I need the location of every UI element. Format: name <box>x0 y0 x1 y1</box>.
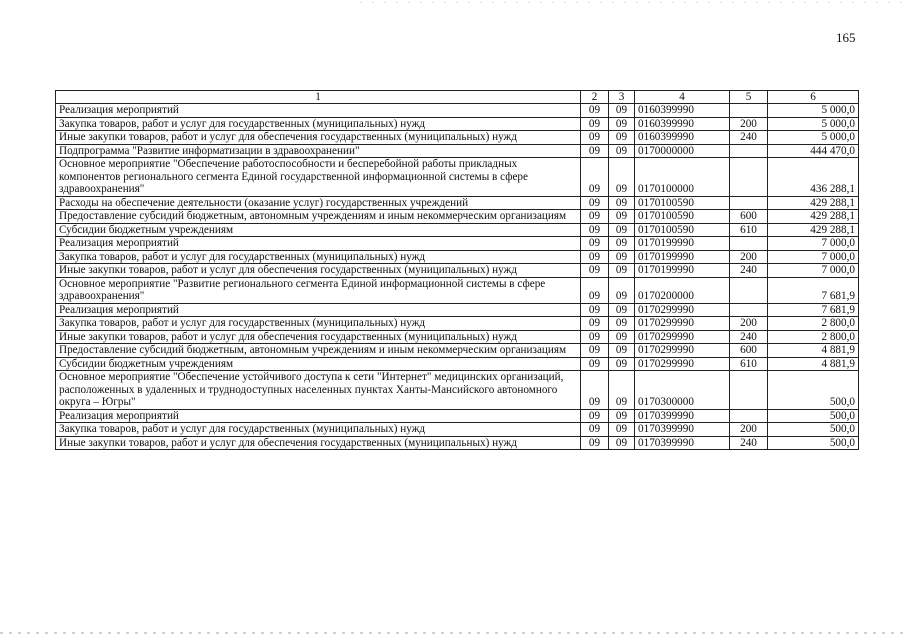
row-subsection-code: 09 <box>609 303 635 317</box>
row-subsection-code: 09 <box>609 250 635 264</box>
row-expense-type <box>730 277 768 303</box>
row-name: Иные закупки товаров, работ и услуг для обеспечения государственных (муниципальных) нужд <box>56 330 581 344</box>
row-expense-type <box>730 158 768 197</box>
row-target-article: 0160399990 <box>635 131 730 145</box>
row-subsection-code: 09 <box>609 277 635 303</box>
row-subsection-code: 09 <box>609 210 635 224</box>
row-name: Закупка товаров, работ и услуг для государственных (муниципальных) нужд <box>56 117 581 131</box>
table-row <box>56 371 859 410</box>
row-amount: 4 881,9 <box>768 357 859 371</box>
row-section-code: 09 <box>581 330 609 344</box>
row-expense-type <box>730 237 768 251</box>
table-row <box>56 277 859 303</box>
row-subsection-code: 09 <box>609 330 635 344</box>
row-section-code: 09 <box>581 409 609 423</box>
row-name: Реализация мероприятий <box>56 303 581 317</box>
row-amount: 7 000,0 <box>768 250 859 264</box>
header-col-6: 6 <box>768 91 859 104</box>
row-target-article: 0170300000 <box>635 371 730 410</box>
row-target-article: 0170299990 <box>635 303 730 317</box>
row-expense-type <box>730 196 768 210</box>
table-row <box>56 210 859 224</box>
row-expense-type: 600 <box>730 344 768 358</box>
table-row <box>56 196 859 210</box>
row-target-article: 0170199990 <box>635 250 730 264</box>
header-col-4: 4 <box>635 91 730 104</box>
row-amount: 444 470,0 <box>768 144 859 158</box>
budget-table <box>55 90 859 450</box>
row-subsection-code: 09 <box>609 117 635 131</box>
row-expense-type: 240 <box>730 131 768 145</box>
row-name: Реализация мероприятий <box>56 104 581 118</box>
row-section-code: 09 <box>581 371 609 410</box>
row-target-article: 0170299990 <box>635 317 730 331</box>
row-target-article: 0170200000 <box>635 277 730 303</box>
row-name: Основное мероприятие "Обеспечение устойчивого доступа к сети "Интернет" медицинских организаций, расположенных в удаленных и труднодоступных населенных пунктах Ханты-Мансийского автономного округа – Югры" <box>56 371 581 410</box>
row-expense-type: 200 <box>730 117 768 131</box>
row-section-code: 09 <box>581 131 609 145</box>
table-row <box>56 131 859 145</box>
row-name: Предоставление субсидий бюджетным, автономным учреждениям и иным некоммерческим организациям <box>56 210 581 224</box>
row-expense-type: 240 <box>730 264 768 278</box>
row-amount: 500,0 <box>768 423 859 437</box>
row-expense-type: 200 <box>730 423 768 437</box>
table-header-row <box>56 91 859 104</box>
row-expense-type <box>730 303 768 317</box>
header-col-1: 1 <box>56 91 581 104</box>
row-subsection-code: 09 <box>609 237 635 251</box>
row-target-article: 0170100000 <box>635 158 730 197</box>
header-col-5: 5 <box>730 91 768 104</box>
row-section-code: 09 <box>581 117 609 131</box>
row-amount: 5 000,0 <box>768 104 859 118</box>
row-amount: 5 000,0 <box>768 131 859 145</box>
table-row <box>56 409 859 423</box>
row-name: Предоставление субсидий бюджетным, автономным учреждениям и иным некоммерческим организациям <box>56 344 581 358</box>
table-row <box>56 158 859 197</box>
row-name: Закупка товаров, работ и услуг для государственных (муниципальных) нужд <box>56 317 581 331</box>
row-section-code: 09 <box>581 250 609 264</box>
row-subsection-code: 09 <box>609 264 635 278</box>
row-subsection-code: 09 <box>609 423 635 437</box>
row-section-code: 09 <box>581 344 609 358</box>
row-name: Закупка товаров, работ и услуг для государственных (муниципальных) нужд <box>56 423 581 437</box>
table-row <box>56 344 859 358</box>
row-amount: 5 000,0 <box>768 117 859 131</box>
table-row <box>56 423 859 437</box>
row-section-code: 09 <box>581 158 609 197</box>
row-amount: 4 881,9 <box>768 344 859 358</box>
row-amount: 7 000,0 <box>768 237 859 251</box>
row-amount: 500,0 <box>768 371 859 410</box>
row-section-code: 09 <box>581 264 609 278</box>
row-section-code: 09 <box>581 144 609 158</box>
row-subsection-code: 09 <box>609 144 635 158</box>
row-expense-type: 600 <box>730 210 768 224</box>
row-target-article: 0170100590 <box>635 196 730 210</box>
row-subsection-code: 09 <box>609 409 635 423</box>
row-name: Иные закупки товаров, работ и услуг для обеспечения государственных (муниципальных) нужд <box>56 131 581 145</box>
row-name: Субсидии бюджетным учреждениям <box>56 223 581 237</box>
scan-artifact-top <box>360 2 905 3</box>
row-expense-type: 240 <box>730 436 768 450</box>
row-subsection-code: 09 <box>609 196 635 210</box>
row-amount: 429 288,1 <box>768 210 859 224</box>
row-target-article: 0170299990 <box>635 344 730 358</box>
row-subsection-code: 09 <box>609 104 635 118</box>
table-body <box>56 104 859 450</box>
row-name: Закупка товаров, работ и услуг для государственных (муниципальных) нужд <box>56 250 581 264</box>
row-subsection-code: 09 <box>609 223 635 237</box>
row-amount: 7 000,0 <box>768 264 859 278</box>
table-row <box>56 357 859 371</box>
scan-artifact-bottom <box>0 632 905 634</box>
row-amount: 500,0 <box>768 409 859 423</box>
row-name: Иные закупки товаров, работ и услуг для обеспечения государственных (муниципальных) нужд <box>56 436 581 450</box>
row-name: Основное мероприятие "Развитие регионального сегмента Единой информационной системы в сфере здравоохранения" <box>56 277 581 303</box>
row-section-code: 09 <box>581 223 609 237</box>
row-target-article: 0170100590 <box>635 210 730 224</box>
header-col-3: 3 <box>609 91 635 104</box>
row-name: Реализация мероприятий <box>56 409 581 423</box>
row-amount: 2 800,0 <box>768 330 859 344</box>
row-expense-type: 200 <box>730 250 768 264</box>
table-row <box>56 436 859 450</box>
row-expense-type: 610 <box>730 223 768 237</box>
row-amount: 7 681,9 <box>768 303 859 317</box>
row-subsection-code: 09 <box>609 131 635 145</box>
page-number: 165 <box>836 30 856 45</box>
row-section-code: 09 <box>581 357 609 371</box>
row-name: Расходы на обеспечение деятельности (оказание услуг) государственных учреждений <box>56 196 581 210</box>
row-subsection-code: 09 <box>609 436 635 450</box>
row-section-code: 09 <box>581 104 609 118</box>
row-target-article: 0170100590 <box>635 223 730 237</box>
row-section-code: 09 <box>581 210 609 224</box>
row-target-article: 0170399990 <box>635 409 730 423</box>
table-row <box>56 264 859 278</box>
row-name: Иные закупки товаров, работ и услуг для обеспечения государственных (муниципальных) нужд <box>56 264 581 278</box>
row-section-code: 09 <box>581 277 609 303</box>
row-expense-type <box>730 409 768 423</box>
row-target-article: 0170399990 <box>635 436 730 450</box>
row-expense-type <box>730 144 768 158</box>
table-row <box>56 223 859 237</box>
row-subsection-code: 09 <box>609 371 635 410</box>
row-amount: 429 288,1 <box>768 223 859 237</box>
row-name: Реализация мероприятий <box>56 237 581 251</box>
row-amount: 500,0 <box>768 436 859 450</box>
row-subsection-code: 09 <box>609 317 635 331</box>
row-target-article: 0170299990 <box>635 330 730 344</box>
table-row <box>56 237 859 251</box>
row-target-article: 0170199990 <box>635 264 730 278</box>
row-name: Подпрограмма "Развитие информатизации в здравоохранении" <box>56 144 581 158</box>
row-section-code: 09 <box>581 196 609 210</box>
table-row <box>56 250 859 264</box>
table-row <box>56 303 859 317</box>
row-subsection-code: 09 <box>609 344 635 358</box>
row-name: Основное мероприятие "Обеспечение работоспособности и бесперебойной работы прикладных компонентов регионального сегмента Единой государственной информационной системы в сфере здравоохранения" <box>56 158 581 197</box>
row-amount: 436 288,1 <box>768 158 859 197</box>
row-target-article: 0170199990 <box>635 237 730 251</box>
row-target-article: 0170399990 <box>635 423 730 437</box>
row-section-code: 09 <box>581 303 609 317</box>
row-subsection-code: 09 <box>609 158 635 197</box>
row-subsection-code: 09 <box>609 357 635 371</box>
row-section-code: 09 <box>581 436 609 450</box>
row-amount: 7 681,9 <box>768 277 859 303</box>
table-row <box>56 330 859 344</box>
row-section-code: 09 <box>581 423 609 437</box>
table-row <box>56 104 859 118</box>
row-section-code: 09 <box>581 317 609 331</box>
table-row <box>56 117 859 131</box>
row-target-article: 0160399990 <box>635 117 730 131</box>
row-section-code: 09 <box>581 237 609 251</box>
row-target-article: 0170000000 <box>635 144 730 158</box>
table-row <box>56 144 859 158</box>
header-col-2: 2 <box>581 91 609 104</box>
row-expense-type: 200 <box>730 317 768 331</box>
row-amount: 429 288,1 <box>768 196 859 210</box>
row-target-article: 0170299990 <box>635 357 730 371</box>
row-expense-type <box>730 104 768 118</box>
row-expense-type <box>730 371 768 410</box>
row-amount: 2 800,0 <box>768 317 859 331</box>
row-expense-type: 610 <box>730 357 768 371</box>
table-row <box>56 317 859 331</box>
row-name: Субсидии бюджетным учреждениям <box>56 357 581 371</box>
row-expense-type: 240 <box>730 330 768 344</box>
row-target-article: 0160399990 <box>635 104 730 118</box>
